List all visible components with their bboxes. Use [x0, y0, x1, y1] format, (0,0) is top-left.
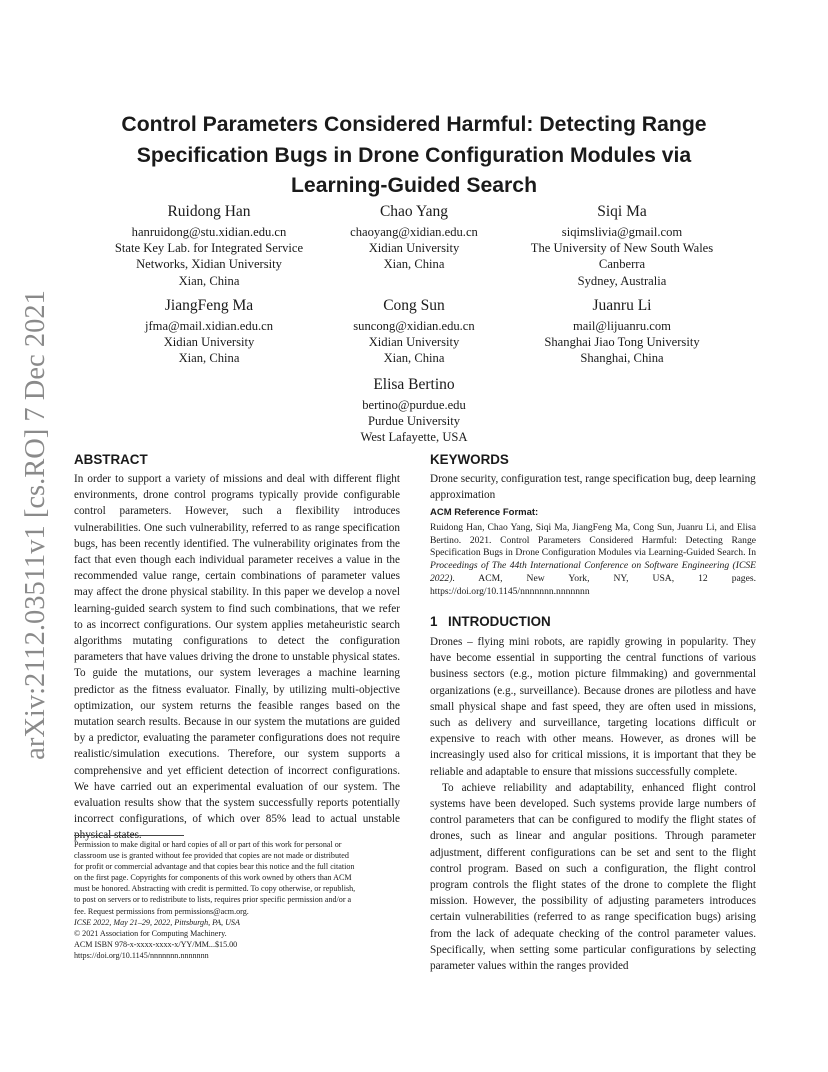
title-line: Specification Bugs in Drone Configuration Modules via [136, 143, 692, 167]
author-affiliation: Networks, Xidian University [136, 257, 282, 272]
author-email: suncong@xidian.edu.cn [353, 319, 475, 333]
arxiv-identifier: arXiv:2112.03511v1 [cs.RO] 7 Dec 2021 [20, 290, 51, 760]
acm-reference-text [430, 522, 756, 598]
intro-paragraph: To achieve reliability and adaptability, enhanced flight control systems have been developed. Such systems provide large numbers of control parameters that can be configured to modify the flight states of drones, such as linear and angular positions. Through parameter adjustment, different configurations can be set and sent to the flight control program. Based on such a configuration, the flight control program controls the flight states of the drone to complete the flight mission. However, the possibility of adjusting parameters introduces certain vulnerabilities (referred to as range specification bugs) arising from the lack of adequate checking of the control parameter values. Specifically, when setting some particular configurations by selecting parameter values within the ranges provided [430, 781, 756, 973]
abstract-section [74, 452, 400, 844]
author-name: Cong Sun [383, 297, 445, 314]
author-email: jfma@mail.xidian.edu.cn [144, 319, 274, 333]
author-affiliation: West Lafayette, USA [360, 430, 468, 445]
conference-line: ICSE 2022, May 21–29, 2022, Pittsburgh, PA, USA [74, 917, 240, 927]
footnote-line: on the first page. Copyrights for components of this work owned by others than ACM [74, 873, 352, 883]
author-email: chaoyang@xidian.edu.cn [350, 225, 478, 239]
author-affiliation: Xian, China [178, 273, 240, 288]
introduction-heading [430, 614, 756, 630]
copyright-footnote [74, 839, 400, 961]
author-email: hanruidong@stu.xidian.edu.cn [131, 225, 287, 239]
author-block [314, 376, 514, 446]
title-line: Control Parameters Considered Harmful: Detecting Range [121, 113, 707, 136]
author-block [522, 203, 722, 289]
author-affiliation: Sydney, Australia [577, 273, 667, 288]
author-affiliation: Shanghai Jiao Tong University [544, 335, 700, 350]
acm-reference-authors: Ruidong Han, Chao Yang, Siqi Ma, JiangFeng Ma, Cong Sun, Juanru Li, and Elisa Bertino. 2021. Control Parameters Considered Harmful: Detecting Range Specification Bugs in Drone Configuration Modules via Learning-Guided Search. In [430, 522, 756, 559]
author-block [314, 203, 514, 273]
acm-reference-section [430, 507, 756, 598]
doi-line: https://doi.org/10.1145/nnnnnnn.nnnnnnn [74, 950, 209, 960]
isbn-line: ACM ISBN 978-x-xxxx-xxxx-x/YY/MM...$15.00 [74, 939, 238, 949]
keywords-section [430, 452, 756, 503]
author-affiliation: Xian, China [383, 257, 445, 272]
author-name: Elisa Bertino [373, 376, 455, 393]
intro-paragraph: Drones – flying mini robots, are rapidly growing in popularity. They have become essential in supporting the central functions of various business sectors (e.g., motion picture filmmaking) and governmental organizations (e.g., surveillance). Because drones are pilotless and have small physical shape and fast speed, they are often used in missions, such as delivery and surveillance, targeting locations difficult or expensive to reach with other means. However, as drones will be increasingly used also for critical missions, it is important that they be reliable and adaptable to ensure that missions successfully complete. [430, 636, 756, 778]
author-affiliation: Xian, China [383, 351, 445, 366]
author-affiliation: Purdue University [368, 414, 460, 429]
footnote-line: Permission to make digital or hard copies of all or part of this work for personal or [74, 840, 342, 849]
abstract-text: In order to support a variety of missions and deal with different flight environments, drone control programs typically provide configurable control parameters. However, such a flexibility introduces vulnerabilities. One such vulnerability, referred to as range specification bugs, has been recently identified. The vulnerability originates from the fact that even though each individual parameter receives a value in the recommended value range, certain combinations of parameter values may affect the drone physical stability. In this paper we develop a novel learning-guided search system to find such combinations, that we refer to as incorrect configurations. Our system applies metaheuristic search algorithms mutating configurations to detect the configuration parameters that have values driving the drone to unstable physical states. To guide the mutations, our system leverages a machine learning predictor as the fitness evaluator. Finally, by utilizing multi-objective optimization, our system returns the feasible ranges based on the mutation search results. Because in our system the mutations are guided by a predictor, evaluating the parameter configurations does not require realistic/simulation executions. Therefore, our system supports a comprehensive and yet efficient detection of incorrect configurations. We have carried out an experimental evaluation of our system. The evaluation results show that the system successfully reports potentially incorrect configurations, of which over 85% lead to actual unstable physical states. [74, 473, 400, 842]
author-name: Siqi Ma [597, 203, 647, 220]
author-affiliation: State Key Lab. for Integrated Service [114, 241, 304, 256]
author-email: mail@lijuanru.com [573, 319, 671, 333]
author-name: Chao Yang [379, 203, 449, 220]
abstract-heading: ABSTRACT [74, 452, 148, 467]
author-block [104, 203, 314, 289]
author-affiliation: Xidian University [368, 335, 460, 350]
title-line: Learning-Guided Search [290, 174, 538, 197]
author-affiliation: Xidian University [368, 241, 460, 256]
author-block [104, 297, 314, 367]
author-affiliation: The University of New South Wales [530, 241, 714, 256]
acm-reference-publisher: . ACM, New York, NY, USA, 12 pages. https://doi.org/10.1145/nnnnnnn.nnnnnnn [430, 572, 756, 597]
author-affiliation: Xian, China [178, 351, 240, 366]
footnote-line: must be honored. Abstracting with credit is permitted. To copy otherwise, or republish, [74, 884, 356, 894]
section-number: 1 [430, 614, 438, 629]
author-affiliation: Shanghai, China [580, 351, 664, 366]
footnote-line: to post on servers or to redistribute to lists, requires prior specific permission and/or a [74, 895, 352, 905]
author-block [314, 297, 514, 367]
author-email: siqimslivia@gmail.com [561, 225, 683, 239]
footnote-line: fee. Request permissions from permissions@acm.org. [74, 906, 249, 916]
author-name: Juanru Li [592, 297, 652, 314]
author-block [522, 297, 722, 367]
keywords-text: Drone security, configuration test, range specification bug, deep learning approximation [430, 473, 756, 502]
acm-reference-heading: ACM Reference Format: [430, 507, 539, 518]
keywords-heading: KEYWORDS [430, 452, 509, 467]
arxiv-side-stamp [20, 290, 52, 760]
copyright-line: © 2021 Association for Computing Machinery. [74, 928, 227, 938]
author-affiliation: Xidian University [163, 335, 255, 350]
paper-title [74, 110, 754, 202]
author-name: Ruidong Han [167, 203, 251, 220]
footnote-line: for profit or commercial advantage and that copies bear this notice and the full citation [74, 862, 355, 872]
introduction-section [430, 614, 756, 974]
section-title: INTRODUCTION [448, 614, 551, 629]
author-name: JiangFeng Ma [164, 297, 254, 314]
footnote-line: classroom use is granted without fee provided that copies are not made or distributed [74, 851, 349, 861]
acm-reference-venue: Proceedings of The 44th International Conference on Software Engineering (ICSE 2022) [430, 560, 756, 584]
author-affiliation: Canberra [598, 257, 646, 272]
footnote-divider [74, 835, 184, 836]
author-email: bertino@purdue.edu [362, 398, 466, 412]
